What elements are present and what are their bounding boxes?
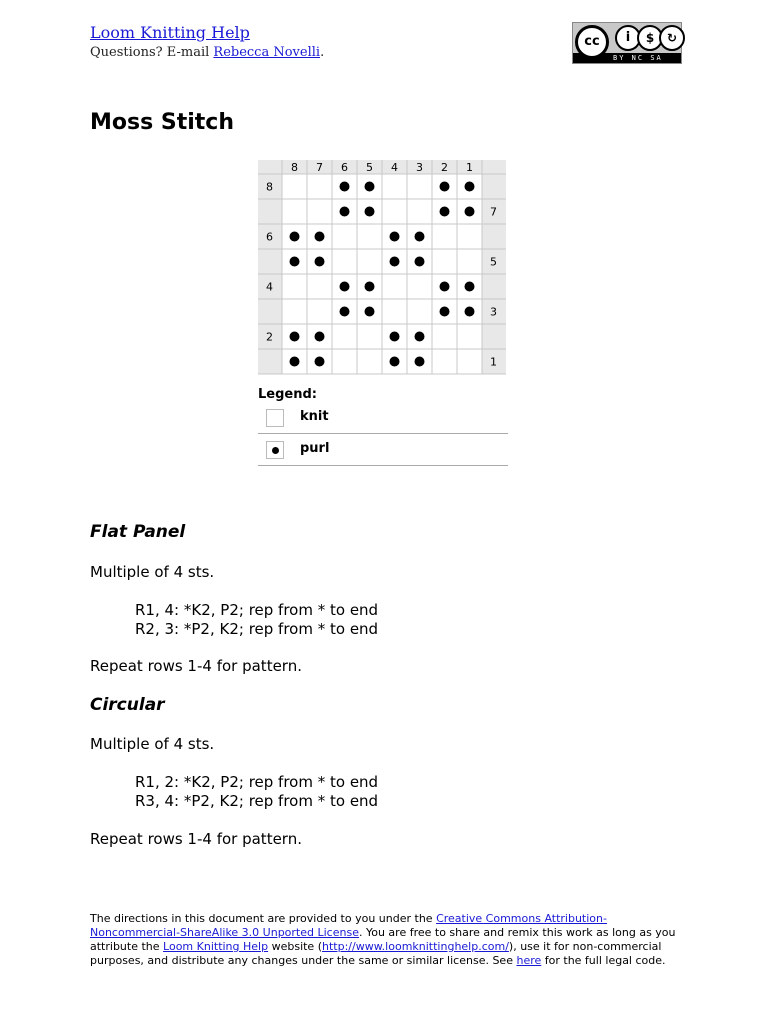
purl-symbol-icon <box>266 441 284 459</box>
purl-dot <box>365 307 375 317</box>
circular-row-1: R1, 2: *K2, P2; rep from * to end <box>135 773 379 791</box>
legend-title: Legend: <box>258 387 317 402</box>
row-label-left: 4 <box>266 280 273 294</box>
purl-dot <box>440 282 450 292</box>
purl-dot <box>340 282 350 292</box>
purl-dot <box>315 257 325 267</box>
cc-nc-label: NC <box>631 54 645 62</box>
legend-label-purl: purl <box>300 441 330 456</box>
license-link[interactable]: Creative Commons Attribution-Noncommercial-ShareAlike 3.0 Unported License <box>90 912 607 939</box>
row-label-right: 5 <box>490 255 497 269</box>
sharealike-icon: ↻ <box>659 25 685 51</box>
legal-code-link[interactable]: here <box>516 954 542 967</box>
purl-dot <box>415 257 425 267</box>
stitch-chart <box>258 160 508 382</box>
footer-text-5: for the full legal code. <box>541 954 666 967</box>
flat-panel-multiple: Multiple of 4 sts. <box>90 563 215 581</box>
purl-dot <box>465 307 475 317</box>
purl-dot <box>290 232 300 242</box>
flat-panel-heading: Flat Panel <box>90 522 186 542</box>
row-label-left: 8 <box>266 180 273 194</box>
purl-dot <box>440 182 450 192</box>
column-label: 3 <box>416 161 423 174</box>
row-label-left: 6 <box>266 230 273 244</box>
purl-dot <box>315 332 325 342</box>
questions-prefix: Questions? E-mail <box>90 45 214 60</box>
legend-item-knit <box>258 403 508 434</box>
flat-panel-repeat: Repeat rows 1-4 for pattern. <box>90 657 302 675</box>
column-label: 6 <box>341 161 348 174</box>
row-label-left: 2 <box>266 330 273 344</box>
column-label: 2 <box>441 161 448 174</box>
purl-dot <box>390 332 400 342</box>
purl-dot <box>365 282 375 292</box>
cc-sa-label: SA <box>650 54 663 62</box>
purl-dot <box>315 232 325 242</box>
purl-dot <box>340 307 350 317</box>
column-label: 8 <box>291 161 298 174</box>
purl-dot <box>465 207 475 217</box>
questions-suffix: . <box>320 45 325 60</box>
purl-dot <box>340 182 350 192</box>
noncommercial-icon: $ <box>637 25 663 51</box>
circular-multiple: Multiple of 4 sts. <box>90 735 215 753</box>
license-footer <box>90 912 690 968</box>
row-label-right: 3 <box>490 305 497 319</box>
row-label-right: 7 <box>490 205 497 219</box>
cc-icon: cc <box>575 25 609 59</box>
purl-dot <box>290 357 300 367</box>
legend-item-purl <box>258 435 508 466</box>
cc-badge-labels <box>613 53 681 63</box>
footer-text-1: The directions in this document are provided to you under the <box>90 912 437 925</box>
purl-dot <box>390 357 400 367</box>
purl-dot <box>465 182 475 192</box>
attribution-icon: i <box>615 25 641 51</box>
purl-dot <box>365 182 375 192</box>
website-url-link[interactable]: http://www.loomknittinghelp.com/ <box>322 940 509 953</box>
circular-repeat: Repeat rows 1-4 for pattern. <box>90 830 302 848</box>
footer-text-4: ), use it for non-commercial purposes, and distribute any changes under the same or similar license. See <box>90 940 662 967</box>
cc-license-badge[interactable] <box>572 22 682 64</box>
purl-dot-icon <box>272 447 279 454</box>
column-label: 5 <box>366 161 373 174</box>
purl-dot <box>290 332 300 342</box>
page-title: Moss Stitch <box>90 110 234 135</box>
purl-dot <box>465 282 475 292</box>
footer-text-2: . You are free to share and remix this work as long as you attribute the <box>90 926 676 953</box>
site-link[interactable]: Loom Knitting Help <box>90 23 250 42</box>
flat-panel-row-2: R2, 3: *P2, K2; rep from * to end <box>135 620 379 638</box>
purl-dot <box>415 232 425 242</box>
knit-symbol-icon <box>266 409 284 427</box>
column-label: 7 <box>316 161 323 174</box>
purl-dot <box>390 232 400 242</box>
flat-panel-row-1: R1, 4: *K2, P2; rep from * to end <box>135 601 379 619</box>
purl-dot <box>290 257 300 267</box>
footer-text-3: website ( <box>268 940 322 953</box>
purl-dot <box>440 207 450 217</box>
purl-dot <box>340 207 350 217</box>
column-label: 1 <box>466 161 473 174</box>
footer-site-link[interactable]: Loom Knitting Help <box>163 940 269 953</box>
purl-dot <box>390 257 400 267</box>
purl-dot <box>415 332 425 342</box>
purl-dot <box>415 357 425 367</box>
legend-label-knit: knit <box>300 409 329 424</box>
purl-dot <box>440 307 450 317</box>
author-email-link[interactable]: Rebecca Novelli <box>213 45 321 60</box>
purl-dot <box>365 207 375 217</box>
column-label: 4 <box>391 161 398 174</box>
circular-heading: Circular <box>90 695 165 715</box>
circular-row-2: R3, 4: *P2, K2; rep from * to end <box>135 792 379 810</box>
cc-by-label: BY <box>613 54 626 62</box>
row-label-right: 1 <box>490 355 497 369</box>
purl-dot <box>315 357 325 367</box>
